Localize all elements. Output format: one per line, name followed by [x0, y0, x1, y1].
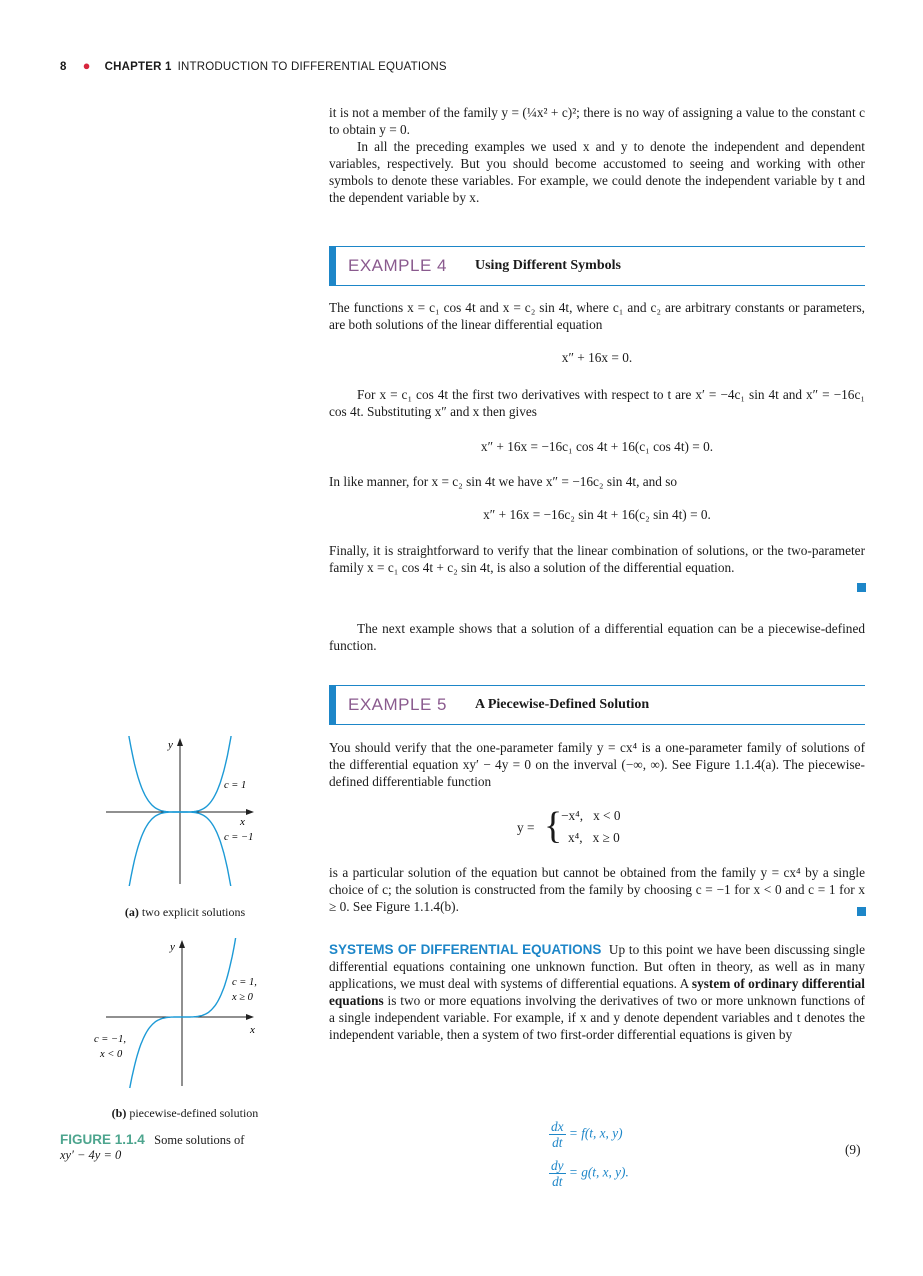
eq2-denominator: dt	[552, 1174, 563, 1189]
example-5-p2: is a particular solution of the equation but cannot be obtained from the family y = cx⁴ by a single choice of c; the solution is constructed from the family by choosing c = −1 for x < 0 and c = 1 for x ≥ 0. See Figure 1.1.4(b).	[329, 865, 865, 914]
example-4-eq3: x″ + 16x = −16c₂ sin 4t + 16(c₂ sin 4t) = 0.	[483, 507, 711, 522]
eq2-rhs: = g(t, x, y).	[568, 1164, 629, 1180]
systems-text-b: is two or more equations involving the derivatives of two or more unknown functions of a single independent variable. For example, if x and y denote dependent variables and t denotes the independent variable, then a system of two first-order differential equations is given by	[329, 993, 865, 1042]
y-axis-label: y	[168, 739, 173, 751]
brace-icon: {	[544, 805, 563, 847]
end-of-example-icon	[857, 907, 866, 916]
example-4-label: EXAMPLE 4	[348, 256, 447, 275]
example-4-eq1: x″ + 16x = 0.	[561, 350, 633, 365]
transition-paragraph: The next example shows that a solution of a differential equation can be a piecewise-defined function.	[329, 621, 865, 653]
system-eq-2	[549, 1158, 629, 1189]
y-axis-label: y	[170, 941, 175, 953]
piecewise-case-2: x⁴, x ≥ 0	[568, 830, 620, 845]
figure-caption-equation: xy′ − 4y = 0	[60, 1148, 122, 1162]
example-4-p4: Finally, it is straightforward to verify that the linear combination of solutions, or the two-parameter family x = c₁ cos 4t + c₂ sin 4t, is also a solution of the differential equation.	[329, 543, 865, 575]
figure-caption	[60, 1132, 300, 1163]
example-4-eq2: x″ + 16x = −16c₁ cos 4t + 16(c₁ cos 4t) = 0.	[480, 439, 714, 454]
example-4-p1: The functions x = c₁ cos 4t and x = c₂ sin 4t, where c₁ and c₂ are arbitrary constants or parameters, are both solutions of the linear differential equation	[329, 300, 865, 332]
systems-heading: SYSTEMS OF DIFFERENTIAL EQUATIONS	[329, 942, 602, 957]
y-axis-arrow-icon	[177, 738, 183, 746]
eq1-denominator: dt	[552, 1135, 563, 1150]
y-axis-arrow-icon	[179, 940, 185, 948]
caption-b	[90, 1106, 280, 1121]
eq2-numerator: dy	[551, 1158, 564, 1173]
figure-label: FIGURE 1.1.4	[60, 1132, 145, 1147]
end-of-example-icon	[857, 583, 866, 592]
bullet-icon: ●	[82, 58, 91, 73]
caption-b-text: piecewise-defined solution	[129, 1106, 259, 1120]
eq1-rhs: = f(t, x, y)	[568, 1125, 623, 1141]
caption-a	[100, 905, 270, 920]
right-label-line-1: c = 1,	[232, 977, 257, 988]
example-5-p1: You should verify that the one-parameter family y = cx⁴ is a one-parameter family of solutions of the differential equation xy′ − 4y = 0 on the inverval (−∞, ∞). See Figure 1.1.4(a). The piecewise-defined differentiable function	[329, 740, 865, 789]
intro-text	[329, 104, 865, 206]
example-4-p3: In like manner, for x = c₂ sin 4t we have x″ = −16c₂ sin 4t, and so	[329, 474, 678, 489]
page-number: 8	[60, 61, 67, 73]
left-label-line-1: c = −1,	[94, 1034, 126, 1045]
system-eq-1	[549, 1119, 623, 1150]
example-bar	[329, 247, 336, 285]
piecewise-lhs: y =	[517, 820, 535, 835]
eq1-numerator: dx	[551, 1119, 564, 1134]
x-axis-label: x	[250, 1024, 255, 1036]
example-4-header	[329, 246, 865, 286]
example-bar	[329, 686, 336, 724]
figure-caption-text: Some solutions of	[154, 1133, 245, 1147]
intro-paragraph: In all the preceding examples we used x and y to denote the independent and dependent variables, respectively. But you should become accustomed to seeing and working with other symbols to denote these variables. For example, we could denote the independent variable by t and the dependent variable by x.	[329, 139, 865, 205]
caption-b-tag: (b)	[111, 1106, 127, 1120]
example-4-title: Using Different Symbols	[475, 258, 621, 273]
piecewise-equation	[517, 806, 717, 850]
chapter-title: INTRODUCTION TO DIFFERENTIAL EQUATIONS	[177, 61, 447, 73]
curve-label-c-minus-1: c = −1	[224, 832, 254, 843]
systems-paragraph	[329, 941, 865, 1043]
example-5-title: A Piecewise-Defined Solution	[475, 697, 650, 712]
systems-text-a: Up to this point we have been discussing single differential equations containing one unknown function. But often in theory, as well as in many applications, we must deal with systems of differential equations. A	[329, 942, 866, 991]
piecewise-case-1: −x⁴, x < 0	[561, 808, 621, 823]
graph-b	[92, 938, 272, 1088]
x-axis-label: x	[240, 816, 245, 828]
left-label-line-2: x < 0	[100, 1049, 123, 1060]
equation-number: (9)	[845, 1142, 861, 1157]
systems-bold-term: system of ordinary differential equations	[329, 976, 865, 1008]
intro-line: it is not a member of the family y = (¼x² + c)²; there is no way of assigning a value to the constant c to obtain y = 0.	[329, 105, 865, 137]
running-head	[60, 58, 447, 73]
example-5-header	[329, 685, 865, 725]
chapter-label: CHAPTER 1	[104, 61, 172, 73]
x-axis-arrow-icon	[246, 809, 254, 815]
caption-a-text: two explicit solutions	[141, 905, 246, 919]
example-4-p2: For x = c₁ cos 4t the first two derivatives with respect to t are x′ = −4c₁ sin 4t and x″ = −16c₁ cos 4t. Substituting x″ and x then gives	[329, 387, 865, 419]
right-label-line-2: x ≥ 0	[232, 992, 253, 1003]
caption-a-tag: (a)	[124, 905, 139, 919]
curve-label-c-1: c = 1	[224, 780, 247, 791]
example-5-label: EXAMPLE 5	[348, 695, 447, 714]
graph-a	[100, 736, 270, 886]
x-axis-arrow-icon	[246, 1014, 254, 1020]
